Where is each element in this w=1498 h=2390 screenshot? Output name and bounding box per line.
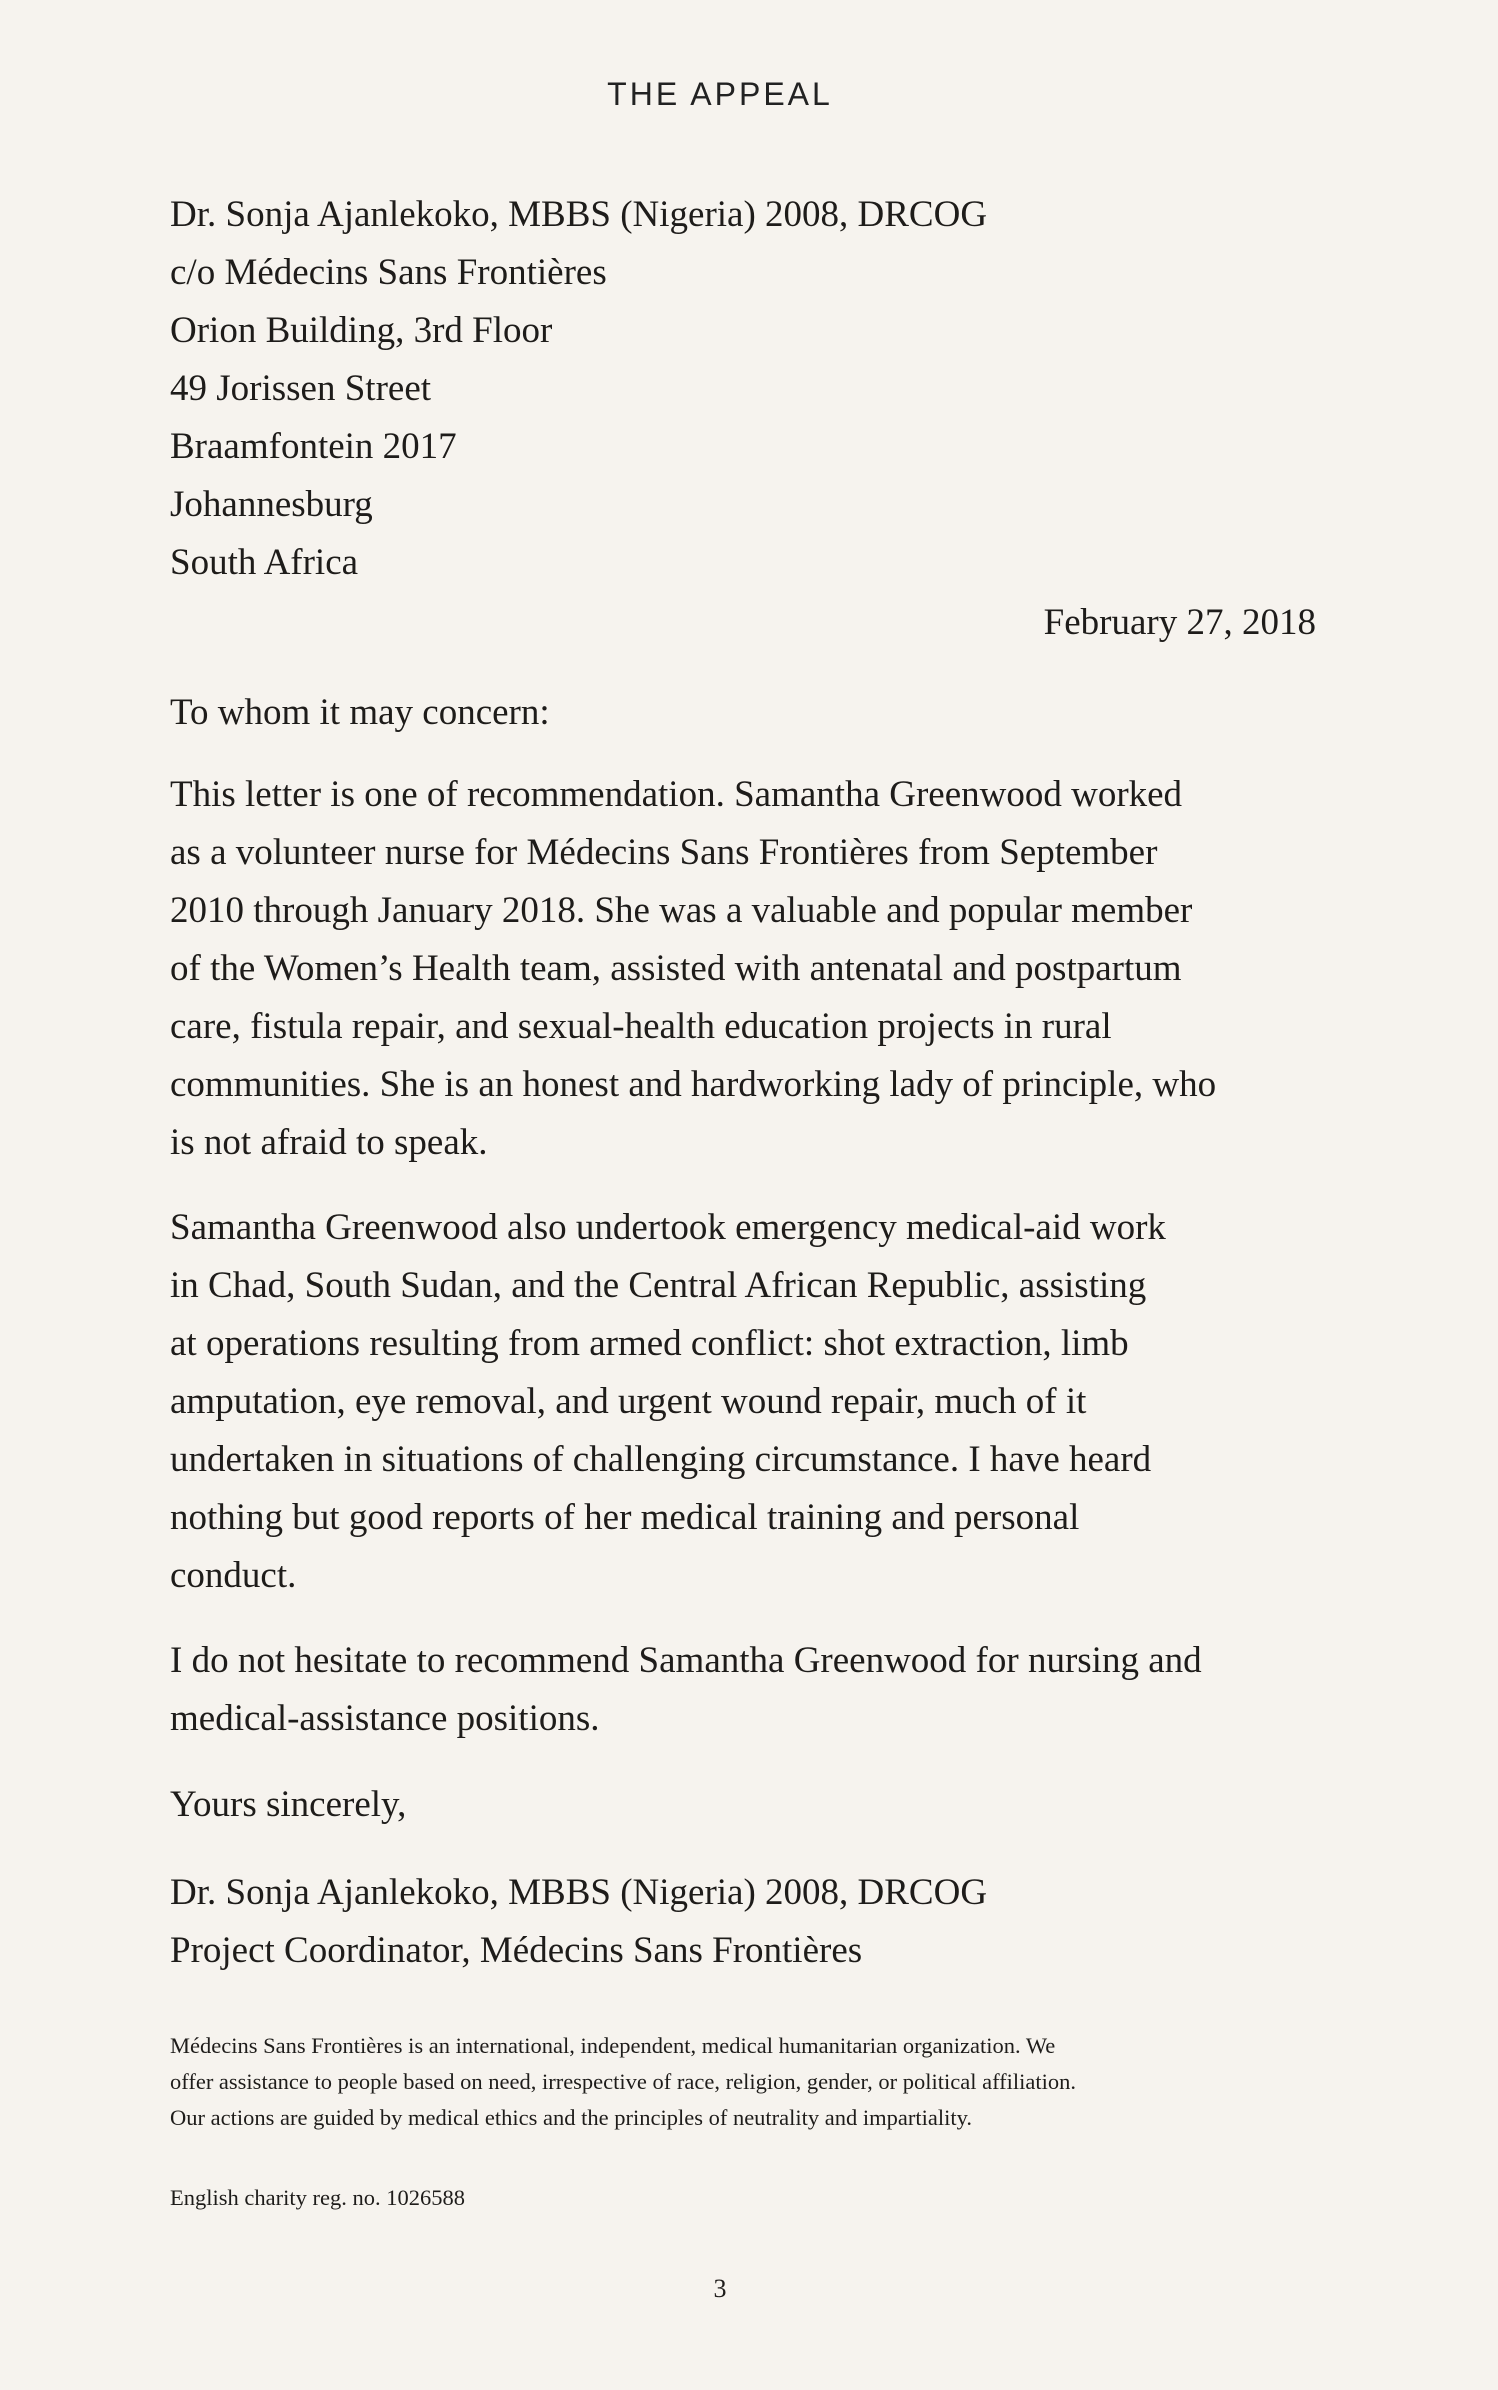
paragraph-line: undertaken in situations of challenging circumstance. I have heard [170, 1439, 1152, 1480]
page-number: 3 [713, 2274, 727, 2303]
address-line: c/o Médecins Sans Frontières [170, 252, 607, 293]
salutation-text: To whom it may concern: [170, 692, 550, 733]
paragraph-line: in Chad, South Sudan, and the Central African Republic, assisting [170, 1265, 1147, 1306]
signature-name: Dr. Sonja Ajanlekoko, MBBS (Nigeria) 2008, DRCOG [170, 1872, 988, 1913]
salutation [170, 684, 1330, 742]
footer-line: Médecins Sans Frontières is an international, independent, medical humanitarian organization. We [170, 2033, 1056, 2058]
paragraph-line: nothing but good reports of her medical training and personal [170, 1497, 1080, 1538]
letter-date: February 27, 2018 [1043, 602, 1316, 643]
paragraph-line: at operations resulting from armed conflict: shot extraction, limb [170, 1323, 1129, 1364]
paragraph-line: conduct. [170, 1555, 297, 1596]
paragraph-line: I do not hesitate to recommend Samantha Greenwood for nursing and [170, 1640, 1202, 1681]
address-line: Braamfontein 2017 [170, 426, 457, 467]
sender-address [170, 186, 1330, 592]
footer-line: offer assistance to people based on need, irrespective of race, religion, gender, or political affiliation. [170, 2069, 1077, 2094]
paragraph-recommendation [170, 766, 1330, 1172]
signature-block [170, 1864, 1330, 1980]
paragraph-conclusion [170, 1632, 1330, 1748]
address-line: South Africa [170, 542, 359, 583]
closing [170, 1776, 1330, 1834]
running-head: THE APPEAL [607, 76, 833, 112]
address-line: Johannesburg [170, 484, 373, 525]
paragraph-line: medical-assistance positions. [170, 1698, 600, 1739]
footer-line: Our actions are guided by medical ethics and the principles of neutrality and impartiality. [170, 2105, 973, 2130]
paragraph-emergency-work [170, 1199, 1330, 1605]
paragraph-line: communities. She is an honest and hardworking lady of principle, who [170, 1064, 1217, 1105]
paragraph-line: care, fistula repair, and sexual-health education projects in rural [170, 1006, 1112, 1047]
paragraph-line: amputation, eye removal, and urgent wound repair, much of it [170, 1381, 1087, 1422]
organization-footer [170, 2028, 1330, 2136]
charity-registration: English charity reg. no. 1026588 [170, 2185, 465, 2210]
address-line: Orion Building, 3rd Floor [170, 310, 553, 351]
address-line: Dr. Sonja Ajanlekoko, MBBS (Nigeria) 2008, DRCOG [170, 194, 988, 235]
address-line: 49 Jorissen Street [170, 368, 432, 409]
paragraph-line: This letter is one of recommendation. Samantha Greenwood worked [170, 774, 1183, 815]
paragraph-line: is not afraid to speak. [170, 1122, 488, 1163]
paragraph-line: of the Women’s Health team, assisted with antenatal and postpartum [170, 948, 1182, 989]
paragraph-line: 2010 through January 2018. She was a valuable and popular member [170, 890, 1193, 931]
signature-title: Project Coordinator, Médecins Sans Frontières [170, 1930, 863, 1971]
paragraph-line: as a volunteer nurse for Médecins Sans Frontières from September [170, 832, 1158, 873]
closing-text: Yours sincerely, [170, 1784, 407, 1825]
paragraph-line: Samantha Greenwood also undertook emergency medical-aid work [170, 1207, 1166, 1248]
